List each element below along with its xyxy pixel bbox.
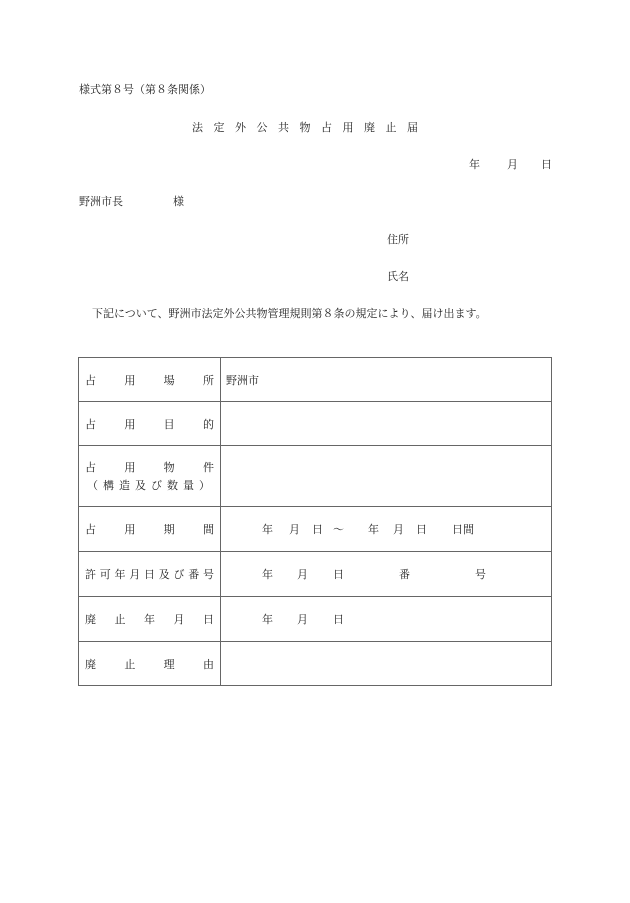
label-char: 占 bbox=[85, 373, 96, 387]
value-abolish-date[interactable] bbox=[221, 597, 552, 642]
permit-month: 月 bbox=[297, 568, 308, 581]
label-char: 場 bbox=[163, 373, 175, 387]
period-end-year: 年 bbox=[368, 523, 379, 536]
label-char: 用 bbox=[124, 523, 136, 536]
occupancy-table bbox=[78, 357, 552, 686]
value-object[interactable] bbox=[221, 446, 552, 507]
label-object bbox=[79, 446, 221, 507]
permit-day: 日 bbox=[333, 568, 344, 581]
label-purpose bbox=[79, 402, 221, 446]
label-char: ） bbox=[199, 479, 210, 492]
period-duration: 日間 bbox=[452, 523, 474, 536]
table-row-abolish-date bbox=[79, 597, 552, 642]
label-char: 年 bbox=[114, 568, 126, 581]
label-char: 造 bbox=[119, 479, 130, 492]
label-char: 占 bbox=[85, 461, 96, 474]
table-row-purpose bbox=[79, 402, 552, 446]
label-char: 物 bbox=[163, 461, 175, 474]
label-char: 量 bbox=[183, 479, 194, 492]
value-purpose[interactable] bbox=[221, 402, 552, 446]
permit-go: 号 bbox=[475, 568, 486, 581]
label-char: 所 bbox=[202, 373, 214, 387]
abolish-year: 年 bbox=[262, 613, 273, 626]
label-char: （ bbox=[87, 479, 98, 492]
label-char: 止 bbox=[114, 613, 126, 626]
label-char: 占 bbox=[85, 523, 96, 536]
document-title: 法定外公共物占用廃止届 bbox=[192, 121, 429, 134]
label-char: び bbox=[151, 479, 162, 492]
label-char: 目 bbox=[163, 417, 175, 431]
label-char: び bbox=[173, 568, 185, 581]
label-char: 番 bbox=[188, 568, 200, 581]
addressee-honorific: 様 bbox=[173, 195, 184, 208]
label-abolish-date bbox=[79, 597, 221, 642]
label-char: 占 bbox=[85, 417, 96, 431]
body-text: 下記について、野洲市法定外公共物管理規則第８条の規定により、届け出ます。 bbox=[92, 307, 487, 320]
label-char: 用 bbox=[124, 373, 136, 387]
period-end-month: 月 bbox=[393, 523, 404, 536]
label-char: 構 bbox=[103, 479, 114, 492]
permit-year: 年 bbox=[262, 568, 273, 581]
label-char: 的 bbox=[202, 417, 214, 431]
value-location[interactable]: 野洲市 bbox=[221, 358, 552, 402]
period-start-day: 日 bbox=[312, 523, 323, 536]
period-start-year: 年 bbox=[262, 523, 273, 536]
addressee: 野洲市長 bbox=[79, 195, 123, 208]
table-row-period bbox=[79, 507, 552, 552]
date-day-label: 日 bbox=[541, 158, 552, 171]
period-start-month: 月 bbox=[289, 523, 300, 536]
label-char: 用 bbox=[124, 461, 136, 474]
label-permit bbox=[79, 552, 221, 597]
label-char: 期 bbox=[163, 523, 175, 536]
label-char: 件 bbox=[202, 461, 214, 474]
table-row-permit bbox=[79, 552, 552, 597]
label-char: 日 bbox=[203, 613, 214, 626]
label-location bbox=[79, 358, 221, 402]
label-char: 年 bbox=[144, 613, 155, 626]
value-period[interactable] bbox=[221, 507, 552, 552]
form-number: 様式第８号（第８条関係） bbox=[79, 83, 211, 96]
label-char: 可 bbox=[99, 568, 111, 581]
label-object-sub bbox=[85, 477, 214, 493]
label-char: 理 bbox=[163, 657, 175, 671]
label-char: 止 bbox=[124, 657, 136, 671]
label-period bbox=[79, 507, 221, 552]
abolish-day: 日 bbox=[333, 613, 344, 626]
table-row-location bbox=[79, 358, 552, 402]
date-month-label: 月 bbox=[507, 158, 518, 171]
label-char: 月 bbox=[173, 613, 185, 626]
label-char: 月 bbox=[129, 568, 141, 581]
period-end-day: 日 bbox=[416, 523, 427, 536]
period-tilde: 〜 bbox=[333, 523, 344, 536]
label-char: 廃 bbox=[85, 613, 96, 626]
abolish-month: 月 bbox=[297, 613, 308, 626]
value-reason[interactable] bbox=[221, 642, 552, 686]
label-char: 許 bbox=[85, 568, 96, 581]
permit-ban: 番 bbox=[399, 568, 410, 581]
label-char: 号 bbox=[203, 568, 214, 581]
label-reason bbox=[79, 642, 221, 686]
value-permit[interactable] bbox=[221, 552, 552, 597]
label-char: 間 bbox=[202, 523, 214, 536]
address-label: 住所 bbox=[387, 233, 409, 246]
label-char: 廃 bbox=[85, 657, 96, 671]
label-char: 由 bbox=[202, 657, 214, 671]
table-row-reason bbox=[79, 642, 552, 686]
table-row-object bbox=[79, 446, 552, 507]
label-char: 日 bbox=[144, 568, 155, 581]
label-char: 用 bbox=[124, 417, 136, 431]
date-year-label: 年 bbox=[469, 158, 480, 171]
label-char: 数 bbox=[167, 479, 178, 492]
name-label: 氏名 bbox=[387, 270, 409, 283]
label-char: 及 bbox=[158, 568, 170, 581]
label-char: 及 bbox=[135, 479, 146, 492]
